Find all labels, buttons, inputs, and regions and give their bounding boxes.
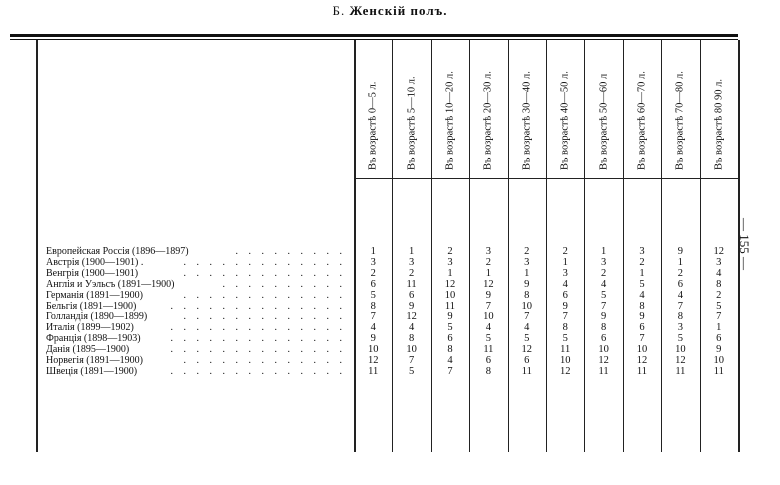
row-label: Европейская Россія (1896—1897): [46, 246, 189, 257]
table-cell: 12: [713, 246, 725, 257]
table-cell: 4: [600, 278, 607, 290]
title-main: Женскій полъ.: [349, 3, 448, 18]
row-label: Франція (1898—1903): [46, 333, 141, 345]
column-header-label: Въ возрастѣ 10—20 л.: [444, 71, 456, 170]
table-cell: 9: [677, 246, 683, 257]
table-cell: 8: [524, 289, 530, 301]
leader-dots: . . . . . . . . . . . . .: [183, 311, 346, 323]
row-label: Швеція (1891—1900): [46, 365, 138, 377]
table-cell: 1: [447, 267, 453, 279]
table-cell: 2: [485, 256, 491, 268]
column-header: [546, 40, 584, 178]
table-cell: 9: [447, 311, 453, 323]
table-cell: 2: [447, 246, 453, 257]
column-header-label: Въ возрастѣ 5—10 л.: [406, 76, 418, 170]
table-cell: 5: [370, 289, 376, 301]
table-cell: 6: [716, 333, 722, 345]
table-cell: 8: [408, 333, 415, 345]
table-cell: 7: [524, 311, 530, 323]
leader-dots: . . . . . . . . . . . . .: [183, 355, 346, 366]
table-cell: 7: [485, 300, 491, 312]
table-cell: 8: [370, 300, 376, 312]
leader-dots: . . . . . . . . . . . . . .: [170, 333, 346, 345]
table-cell: 8: [447, 344, 453, 356]
table-cell: 10: [713, 355, 725, 366]
table-cell: 10: [483, 311, 494, 323]
table-cell: 2: [408, 267, 415, 279]
table-cell: 3: [562, 267, 568, 279]
table-cell: 10: [675, 344, 686, 356]
table-cell: 4: [370, 322, 376, 334]
row-label: Италія (1899—1902): [46, 322, 134, 334]
table-cell: 6: [447, 333, 453, 345]
table-cell: 6: [639, 322, 645, 334]
table-cell: 3: [524, 256, 530, 268]
table-cell: 1: [716, 322, 722, 334]
column-header: [700, 40, 738, 178]
table-cell: 11: [444, 300, 456, 312]
table-cell: 11: [636, 365, 648, 377]
table-cell: 1: [370, 246, 376, 257]
leader-dots: . . . . . . . . . . . . .: [183, 267, 346, 279]
table-cell: 12: [636, 355, 648, 366]
table-cell: 8: [485, 365, 491, 377]
table-cell: 11: [483, 344, 494, 356]
table-cell: 2: [677, 267, 683, 279]
row-label: Венгрія (1900—1901): [46, 267, 139, 279]
table-cell: 5: [562, 333, 568, 345]
table-cell: 9: [562, 300, 568, 312]
table-cell: 4: [408, 322, 415, 334]
table-cell: 6: [408, 289, 415, 301]
table-cell: 1: [524, 267, 530, 279]
table-cell: 1: [562, 256, 568, 268]
leader-dots: . . . . . . . . . . . . .: [183, 289, 346, 301]
row-label: Австрія (1900—1901) .: [46, 256, 144, 268]
table-cell: 7: [408, 355, 415, 366]
table-cell: 2: [600, 267, 607, 279]
table-cell: 7: [677, 300, 683, 312]
table-cell: 8: [600, 322, 607, 334]
column-header-label: Въ возрастѣ 30—40 л.: [521, 71, 533, 170]
column-header: [584, 40, 622, 178]
table-cell: 10: [521, 300, 533, 312]
column-header: [431, 40, 469, 178]
table-cell: 8: [639, 300, 645, 312]
column-rule: [36, 40, 38, 452]
table-cell: 11: [598, 365, 609, 377]
column-header-label: Въ возрастѣ 50—60 л: [598, 73, 610, 170]
table-cell: 3: [447, 256, 453, 268]
leader-dots: . . . . . . . . . . . . .: [183, 256, 346, 268]
leader-dots: . . . . . . . . . . . . . .: [170, 365, 346, 377]
table-cell: 11: [521, 365, 532, 377]
leader-dots: . . . . . . . . . . . . . .: [170, 344, 346, 356]
row-label: Англія и Уэльсъ (1891—1900): [46, 278, 175, 290]
page-number: — 155 —: [737, 218, 752, 270]
table-cell: 12: [598, 355, 609, 366]
table-cell: 3: [370, 256, 376, 268]
table-cell: 5: [447, 322, 453, 334]
table-cell: 8: [716, 278, 722, 290]
table-cell: 2: [524, 246, 530, 257]
table-cell: 10: [598, 344, 609, 356]
table-cell: 9: [408, 300, 415, 312]
leader-dots: . . . . . . . . . .: [222, 278, 346, 290]
table-cell: 12: [406, 311, 417, 323]
table-cell: 4: [524, 322, 530, 334]
table-cell: 2: [370, 267, 376, 279]
table-cell: 12: [521, 344, 533, 356]
table-cell: 3: [716, 256, 722, 268]
table-cell: 6: [562, 289, 568, 301]
table-cell: 3: [600, 256, 607, 268]
table-cell: 4: [562, 278, 568, 290]
row-label: Бельгія (1891—1900): [46, 300, 137, 312]
table-cell: 6: [524, 355, 530, 366]
table-cell: 7: [716, 311, 722, 323]
table-cell: 9: [370, 333, 376, 345]
table-cell: 3: [639, 246, 645, 257]
table-cell: 5: [524, 333, 530, 345]
column-header-label: Въ возрастѣ 60—70 л.: [636, 71, 648, 170]
table-cell: 8: [677, 311, 683, 323]
table-cell: 1: [677, 256, 683, 268]
table-cell: 4: [447, 355, 453, 366]
table-cell: 1: [485, 267, 491, 279]
table-cell: 5: [677, 333, 683, 345]
table-cell: 2: [716, 289, 722, 301]
table-cell: 7: [639, 333, 645, 345]
table-cell: 7: [370, 311, 376, 323]
column-header-label: Въ возрастѣ 20—30 л.: [482, 71, 494, 170]
table-cell: 12: [675, 355, 686, 366]
column-header-label: Въ возрастѣ 70—80 л.: [674, 71, 686, 170]
table-cell: 10: [559, 355, 571, 366]
column-header: [623, 40, 661, 178]
row-label: Норвегія (1891—1900): [46, 355, 143, 366]
table-cell: 3: [677, 322, 683, 334]
table-cell: 12: [559, 365, 571, 377]
column-header: [392, 40, 430, 178]
table-cell: 11: [675, 365, 686, 377]
table-cell: 1: [600, 246, 607, 257]
table-cell: 5: [485, 333, 491, 345]
table-cell: 2: [639, 256, 645, 268]
table-cell: 12: [367, 355, 379, 366]
table-cell: 4: [485, 322, 491, 334]
table-cell: 10: [444, 289, 456, 301]
table-cell: 3: [408, 256, 415, 268]
table-cell: 11: [713, 365, 724, 377]
table-cell: 5: [639, 278, 645, 290]
table-cell: 11: [406, 278, 417, 290]
table-cell: 9: [600, 311, 607, 323]
table-cell: 6: [600, 333, 607, 345]
table-cell: 6: [677, 278, 683, 290]
table-cell: 2: [562, 246, 568, 257]
table-cell: 11: [560, 344, 571, 356]
column-header-label: Въ возрастѣ 0—5 л.: [367, 81, 379, 170]
table-cell: 9: [485, 289, 491, 301]
table-cell: 6: [370, 278, 376, 290]
row-label: Данія (1895—1900): [46, 344, 130, 356]
table-cell: 9: [524, 278, 530, 290]
table-cell: 10: [406, 344, 417, 356]
table-cell: 11: [368, 365, 379, 377]
page-title: [0, 3, 780, 19]
table-cell: 7: [447, 365, 453, 377]
leader-dots: . . . . . . . . . . . . . .: [170, 300, 346, 312]
table-cell: 1: [408, 246, 415, 257]
table-cell: 3: [485, 246, 491, 257]
data-table: [36, 40, 738, 452]
header-rule: [354, 178, 738, 179]
table-cell: 9: [716, 344, 722, 356]
row-label: Голландія (1890—1899): [46, 311, 148, 323]
table-cell: 5: [408, 365, 415, 377]
table-cell: 5: [716, 300, 722, 312]
column-header: [354, 40, 392, 178]
leader-dots: . . . . . . . . . . . . . .: [170, 322, 346, 334]
table-cell: 4: [716, 267, 722, 279]
table-cell: 5: [600, 289, 607, 301]
table-cell: 7: [562, 311, 568, 323]
table-cell: 4: [639, 289, 645, 301]
table-cell: 10: [636, 344, 648, 356]
table-cell: 9: [639, 311, 645, 323]
column-header-label: Въ возрастѣ 40—50 л.: [559, 71, 571, 170]
column-header: [661, 40, 699, 178]
table-cell: 10: [367, 344, 379, 356]
row-label: Германія (1891—1900): [46, 289, 143, 301]
table-cell: 6: [485, 355, 491, 366]
table-cell: 7: [600, 300, 607, 312]
column-header: [469, 40, 507, 178]
table-cell: 4: [677, 289, 683, 301]
column-header: [508, 40, 546, 178]
title-prefix: Б.: [332, 3, 346, 18]
column-header-label: Въ возрастѣ 80 90 л.: [713, 79, 725, 170]
table-cell: 1: [639, 267, 645, 279]
table-cell: 12: [444, 278, 456, 290]
table-cell: 12: [483, 278, 494, 290]
table-cell: 8: [562, 322, 568, 334]
top-rule: [10, 34, 738, 37]
leader-dots: . . . . . . . . .: [235, 246, 346, 257]
